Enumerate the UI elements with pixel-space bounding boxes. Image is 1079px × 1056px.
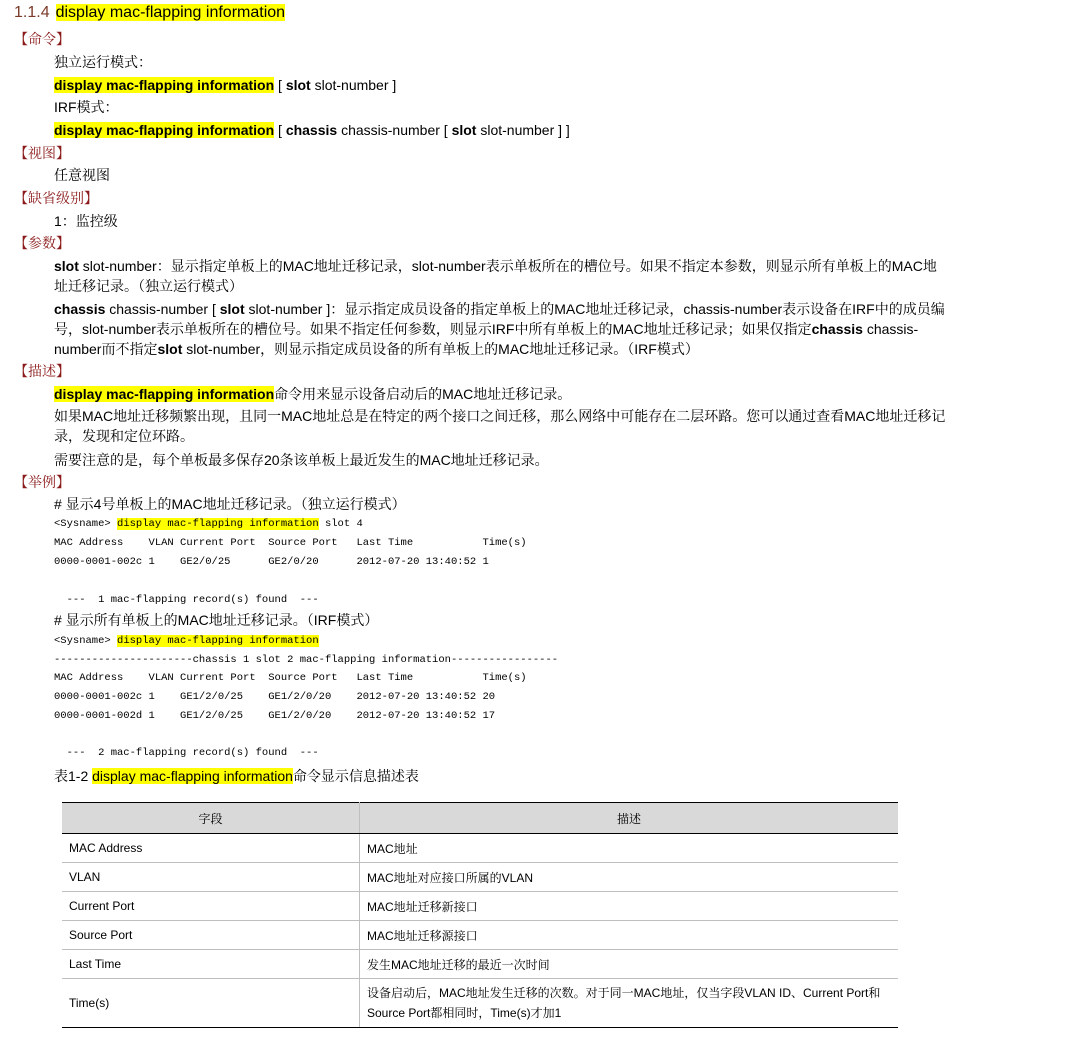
section-example: 【举例】 bbox=[14, 474, 70, 490]
example-2-separator: ----------------------chassis 1 slot 2 mac-flapping information----------------- bbox=[54, 654, 559, 666]
section-heading bbox=[14, 4, 285, 22]
table-caption: 表1-2 display mac-flapping information命令显示信息描述表 bbox=[54, 768, 419, 784]
example-1-found: --- 1 mac-flapping record(s) found --- bbox=[54, 594, 319, 606]
cell-field: Last Time bbox=[62, 950, 360, 979]
cell-desc: MAC地址 bbox=[360, 834, 899, 863]
heading-text: display mac-flapping information bbox=[55, 4, 286, 21]
description-line-2: 如果MAC地址迁移频繁出现，且同一MAC地址总是在特定的两个接口之间迁移，那么网络中可能存在二层环路。您可以通过查看MAC地址迁移记录，发现和定位环路。 bbox=[54, 408, 946, 444]
section-view: 【视图】 bbox=[14, 145, 70, 161]
column-header-field: 字段 bbox=[62, 803, 360, 834]
table-row bbox=[62, 921, 898, 950]
table-row bbox=[62, 863, 898, 892]
example-2-row-1: 0000-0001-002c 1 GE1/2/0/25 GE1/2/0/20 2012-07-20 13:40:52 20 bbox=[54, 691, 496, 703]
table-header-row bbox=[62, 803, 898, 834]
example-1-header: MAC Address VLAN Current Port Source Port Last Time Time(s) bbox=[54, 537, 527, 549]
section-command: 【命令】 bbox=[14, 31, 70, 47]
table-row bbox=[62, 892, 898, 921]
description-line-3: 需要注意的是，每个单板最多保存20条该单板上最近发生的MAC地址迁移记录。 bbox=[54, 452, 549, 468]
cell-field: MAC Address bbox=[62, 834, 360, 863]
cell-field: Source Port bbox=[62, 921, 360, 950]
cell-desc: 设备启动后，MAC地址发生迁移的次数。对于同一MAC地址，仅当字段VLAN ID、Current Port和Source Port都相同时，Time(s)才加1 bbox=[360, 979, 899, 1028]
column-header-desc: 描述 bbox=[360, 803, 899, 834]
example-2-header: MAC Address VLAN Current Port Source Port Last Time Time(s) bbox=[54, 672, 527, 684]
irf-label: IRF模式： bbox=[54, 99, 119, 115]
table-row bbox=[62, 979, 898, 1028]
table-row bbox=[62, 834, 898, 863]
param-slot: slot slot-number：显示指定单板上的MAC地址迁移记录，slot-number表示单板所在的槽位号。如果不指定本参数，则显示所有单板上的MAC地址迁移记录。（独立运行模式） bbox=[54, 258, 937, 294]
table-row bbox=[62, 950, 898, 979]
standalone-label: 独立运行模式： bbox=[54, 54, 152, 70]
syntax-command: display mac-flapping information bbox=[54, 77, 275, 93]
example-2-command: <Sysname> display mac-flapping information bbox=[54, 635, 319, 647]
irf-syntax: display mac-flapping information [ chassis chassis-number [ slot slot-number ] ] bbox=[54, 122, 570, 138]
example-2-row-2: 0000-0001-002d 1 GE1/2/0/25 GE1/2/0/20 2012-07-20 13:40:52 17 bbox=[54, 710, 496, 722]
section-params: 【参数】 bbox=[14, 235, 70, 251]
view-text: 任意视图 bbox=[54, 167, 110, 183]
param-chassis: chassis chassis-number [ slot slot-number ]：显示指定成员设备的指定单板上的MAC地址迁移记录，chassis-number表示设备在IRF中的成员编号，slot-number表示单板所在的槽位号。如果不指定任何参数，则显示IRF中所有单板上的MAC地址迁移记录；如果仅指定chassis chassis-number而不指定slot slot-number，则显示指定成员设备的所有单板上的MAC地址迁移记录。（IRF模式） bbox=[54, 301, 945, 357]
example-2-found: --- 2 mac-flapping record(s) found --- bbox=[54, 747, 319, 759]
cell-field: Time(s) bbox=[62, 979, 360, 1028]
section-level: 【缺省级别】 bbox=[14, 190, 98, 206]
cell-desc: MAC地址迁移源接口 bbox=[360, 921, 899, 950]
section-description: 【描述】 bbox=[14, 363, 70, 379]
standalone-syntax: display mac-flapping information [ slot slot-number ] bbox=[54, 77, 397, 93]
syntax-command: display mac-flapping information bbox=[54, 122, 275, 138]
cell-desc: 发生MAC地址迁移的最近一次时间 bbox=[360, 950, 899, 979]
example-2-comment: # 显示所有单板上的MAC地址迁移记录。（IRF模式） bbox=[54, 612, 379, 628]
cell-desc: MAC地址迁移新接口 bbox=[360, 892, 899, 921]
heading-number: 1.1.4 bbox=[14, 4, 50, 21]
cell-field: VLAN bbox=[62, 863, 360, 892]
example-1-command: <Sysname> display mac-flapping information slot 4 bbox=[54, 518, 363, 530]
cell-field: Current Port bbox=[62, 892, 360, 921]
level-text: 1：监控级 bbox=[54, 213, 118, 229]
description-line-1: display mac-flapping information命令用来显示设备启动后的MAC地址迁移记录。 bbox=[54, 386, 572, 402]
example-1-comment: # 显示4号单板上的MAC地址迁移记录。（独立运行模式） bbox=[54, 496, 406, 512]
example-1-row: 0000-0001-002c 1 GE2/0/25 GE2/0/20 2012-07-20 13:40:52 1 bbox=[54, 556, 489, 568]
cell-desc: MAC地址对应接口所属的VLAN bbox=[360, 863, 899, 892]
field-description-table bbox=[62, 802, 898, 1028]
